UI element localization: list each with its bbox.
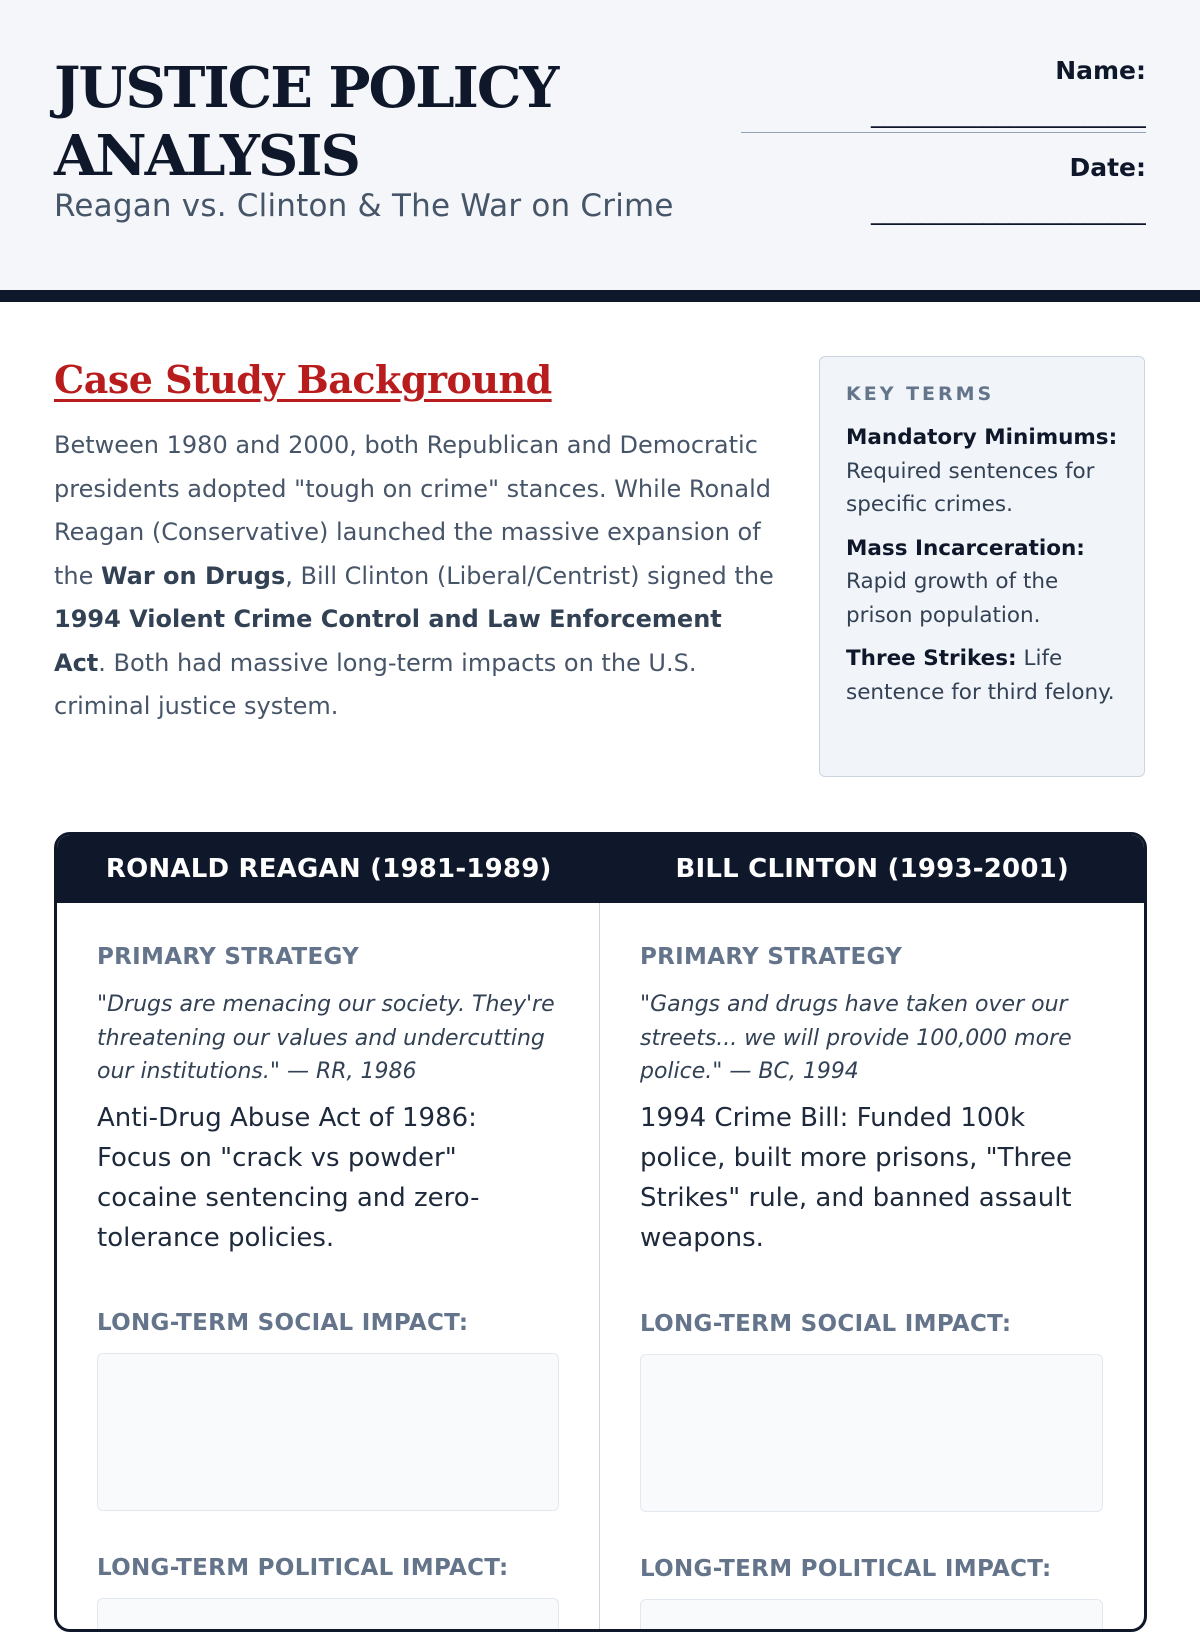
title-line-1: JUSTICE POLICY <box>54 55 557 121</box>
field-divider <box>741 132 1146 133</box>
date-blank-line[interactable]: ______________________ <box>741 196 1146 225</box>
name-blank-line[interactable]: ______________________ <box>741 99 1146 128</box>
president-comparison-table <box>54 832 1147 1632</box>
key-term-name: Mandatory Minimums: <box>846 425 1117 450</box>
reagan-quote: "Drugs are menacing our society. They're threatening our values and undercutting our institutions." — RR, 1986 <box>97 988 559 1089</box>
key-term-name: Three Strikes: <box>846 646 1017 671</box>
case-study-background <box>54 357 774 729</box>
comparison-header <box>57 835 1144 903</box>
page-title <box>54 54 557 190</box>
reagan-strategy-label: PRIMARY STRATEGY <box>97 944 559 970</box>
reagan-political-impact-answer-box[interactable] <box>97 1598 559 1632</box>
clinton-column-heading: BILL CLINTON (1993-2001) <box>601 835 1145 903</box>
student-info-fields <box>741 56 1146 225</box>
war-on-drugs-term: War on Drugs <box>101 562 285 590</box>
date-field[interactable] <box>741 153 1146 225</box>
clinton-social-impact-answer-box[interactable] <box>640 1354 1103 1512</box>
clinton-column <box>600 903 1143 1629</box>
key-term-definition: Life sentence for third felony. <box>846 646 1115 705</box>
key-term-name: Mass Incarceration: <box>846 536 1085 561</box>
name-label: Name: <box>741 56 1146 85</box>
clinton-policy-description: 1994 Crime Bill: Funded 100k police, built more prisons, "Three Strikes" rule, and banned assault weapons. <box>640 1098 1103 1258</box>
date-label: Date: <box>741 153 1146 182</box>
clinton-quote: "Gangs and drugs have taken over our streets... we will provide 100,000 more police." — BC, 1994 <box>640 988 1103 1089</box>
reagan-social-impact-answer-box[interactable] <box>97 1353 559 1511</box>
key-term-definition: Rapid growth of the prison population. <box>846 569 1058 628</box>
name-field[interactable] <box>741 56 1146 128</box>
page-subtitle: Reagan vs. Clinton & The War on Crime <box>54 188 674 224</box>
key-term-definition: Required sentences for specific crimes. <box>846 459 1095 518</box>
clinton-strategy-label: PRIMARY STRATEGY <box>640 944 1103 970</box>
key-term-item <box>846 642 1122 709</box>
clinton-political-impact-answer-box[interactable] <box>640 1599 1103 1632</box>
background-text-2: , Bill Clinton (Liberal/Centrist) signed the <box>285 562 774 590</box>
reagan-social-impact-label: LONG-TERM SOCIAL IMPACT: <box>97 1310 559 1336</box>
key-term-item <box>846 421 1122 522</box>
worksheet-header <box>0 0 1200 302</box>
reagan-column-heading: RONALD REAGAN (1981-1989) <box>57 835 601 903</box>
clinton-social-impact-label: LONG-TERM SOCIAL IMPACT: <box>640 1311 1103 1337</box>
reagan-political-impact-label: LONG-TERM POLITICAL IMPACT: <box>97 1555 559 1581</box>
clinton-political-impact-label: LONG-TERM POLITICAL IMPACT: <box>640 1556 1103 1582</box>
crime-act-term: 1994 Violent Crime Control and Law Enforcement Act <box>54 605 722 677</box>
key-term-item <box>846 532 1122 633</box>
background-paragraph <box>54 424 774 729</box>
reagan-column <box>57 903 600 1629</box>
title-line-2: ANALYSIS <box>54 123 359 189</box>
reagan-policy-description: Anti-Drug Abuse Act of 1986: Focus on "crack vs powder" cocaine sentencing and zero-tolerance policies. <box>97 1098 559 1258</box>
background-text-1: Between 1980 and 2000, both Republican and Democratic presidents adopted "tough on crime" stances. While Ronald Reagan (Conservative) launched the massive expansion of the <box>54 431 771 590</box>
background-title: Case Study Background <box>54 357 774 402</box>
key-terms-title: KEY TERMS <box>846 383 1122 405</box>
background-text-3: . Both had massive long-term impacts on the U.S. criminal justice system. <box>54 649 697 721</box>
key-terms-box <box>819 356 1145 777</box>
